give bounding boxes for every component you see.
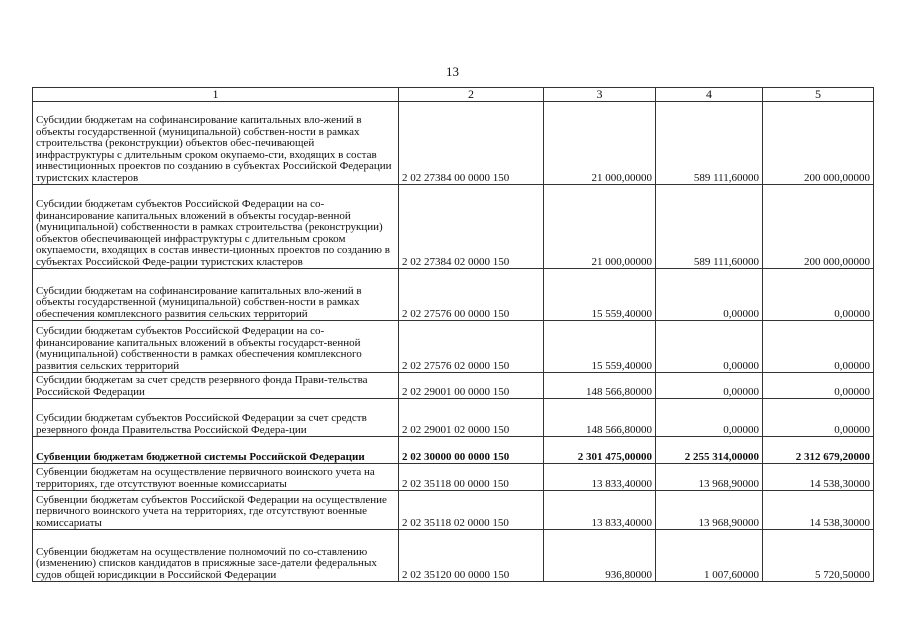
table-row	[33, 373, 874, 399]
table-row	[33, 185, 874, 269]
row-name: Субсидии бюджетам за счет средств резервного фонда Прави-тельства Российской Федерации	[33, 373, 399, 399]
row-value-5: 200 000,00000	[763, 102, 874, 185]
row-value-5: 5 720,50000	[763, 530, 874, 582]
row-name: Субвенции бюджетам субъектов Российской Федерации на осуществление первичного воинского учета на территориях, где отсутствуют военные комиссариаты	[33, 491, 399, 530]
row-value-3: 15 559,40000	[544, 269, 656, 321]
row-code: 2 02 27384 02 0000 150	[399, 185, 544, 269]
row-code: 2 02 29001 02 0000 150	[399, 399, 544, 437]
row-code: 2 02 35118 02 0000 150	[399, 491, 544, 530]
row-code: 2 02 27576 00 0000 150	[399, 269, 544, 321]
row-value-4: 589 111,60000	[656, 102, 763, 185]
header-col-1: 1	[33, 88, 399, 102]
row-value-5: 0,00000	[763, 321, 874, 373]
table-row	[33, 399, 874, 437]
table-row	[33, 321, 874, 373]
header-col-2: 2	[399, 88, 544, 102]
row-value-5: 14 538,30000	[763, 464, 874, 491]
row-name: Субсидии бюджетам на софинансирование капитальных вло-жений в объекты государственной (муниципальной) собствен-ности в рамках обеспечения комплексного развития сельских территорий	[33, 269, 399, 321]
table-row-subtotal	[33, 437, 874, 464]
row-value-5: 14 538,30000	[763, 491, 874, 530]
row-value-3: 2 301 475,00000	[544, 437, 656, 464]
row-value-3: 148 566,80000	[544, 399, 656, 437]
row-value-4: 2 255 314,00000	[656, 437, 763, 464]
row-value-5: 0,00000	[763, 269, 874, 321]
table-row	[33, 464, 874, 491]
row-value-4: 13 968,90000	[656, 491, 763, 530]
row-code: 2 02 29001 00 0000 150	[399, 373, 544, 399]
row-name: Субвенции бюджетам на осуществление первичного воинского учета на территориях, где отсутствуют военные комиссариаты	[33, 464, 399, 491]
table-row	[33, 269, 874, 321]
row-value-3: 21 000,00000	[544, 102, 656, 185]
row-name: Субсидии бюджетам субъектов Российской Федерации за счет средств резервного фонда Правительства Российской Федера-ции	[33, 399, 399, 437]
row-value-3: 13 833,40000	[544, 464, 656, 491]
row-name: Субвенции бюджетам бюджетной системы Российской Федерации	[33, 437, 399, 464]
row-value-3: 13 833,40000	[544, 491, 656, 530]
row-value-3: 936,80000	[544, 530, 656, 582]
row-code: 2 02 27384 00 0000 150	[399, 102, 544, 185]
row-value-4: 0,00000	[656, 399, 763, 437]
row-code: 2 02 27576 02 0000 150	[399, 321, 544, 373]
row-value-5: 0,00000	[763, 373, 874, 399]
row-value-5: 0,00000	[763, 399, 874, 437]
page-number: 13	[446, 64, 459, 79]
row-code: 2 02 30000 00 0000 150	[399, 437, 544, 464]
table-row	[33, 491, 874, 530]
row-name: Субсидии бюджетам субъектов Российской Федерации на со-финансирование капитальных вложений в объекты государст-венной (муниципальной) собственности в рамках обеспечения комплексного развития сельских территорий	[33, 321, 399, 373]
row-value-4: 1 007,60000	[656, 530, 763, 582]
row-value-4: 0,00000	[656, 269, 763, 321]
row-value-4: 0,00000	[656, 321, 763, 373]
table-row	[33, 530, 874, 582]
header-col-4: 4	[656, 88, 763, 102]
row-value-4: 13 968,90000	[656, 464, 763, 491]
row-value-3: 15 559,40000	[544, 321, 656, 373]
table-row	[33, 102, 874, 185]
row-value-4: 0,00000	[656, 373, 763, 399]
row-name: Субсидии бюджетам на софинансирование капитальных вло-жений в объекты государственной (муниципальной) собствен-ности в рамках строительства (реконструкции) объектов обес-печивающей инфраструктуры с длительным сроком окупаемо-сти, входящих в состав инвестиционных проектов по созданию в субъектах Российской Федерации туристских кластеров	[33, 102, 399, 185]
row-value-3: 21 000,00000	[544, 185, 656, 269]
row-value-4: 589 111,60000	[656, 185, 763, 269]
table-header-row	[33, 88, 874, 102]
header-col-5: 5	[763, 88, 874, 102]
row-code: 2 02 35120 00 0000 150	[399, 530, 544, 582]
budget-table	[32, 87, 874, 582]
row-name: Субсидии бюджетам субъектов Российской Федерации на со-финансирование капитальных вложений в объекты государ-венной (муниципальной) собственности в рамках строительства (реконструкции) объектов обеспечивающей инфраструктуры с длительным сроком окупаемости, входящих в состав инвести-ционных проектов по созданию в субъектах Российской Феде-рации туристских кластеров	[33, 185, 399, 269]
row-value-5: 2 312 679,20000	[763, 437, 874, 464]
row-value-3: 148 566,80000	[544, 373, 656, 399]
header-col-3: 3	[544, 88, 656, 102]
row-name: Субвенции бюджетам на осуществление полномочий по со-ставлению (изменению) списков кандидатов в присяжные засе-датели федеральных судов общей юрисдикции в Российской Федерации	[33, 530, 399, 582]
row-value-5: 200 000,00000	[763, 185, 874, 269]
row-code: 2 02 35118 00 0000 150	[399, 464, 544, 491]
